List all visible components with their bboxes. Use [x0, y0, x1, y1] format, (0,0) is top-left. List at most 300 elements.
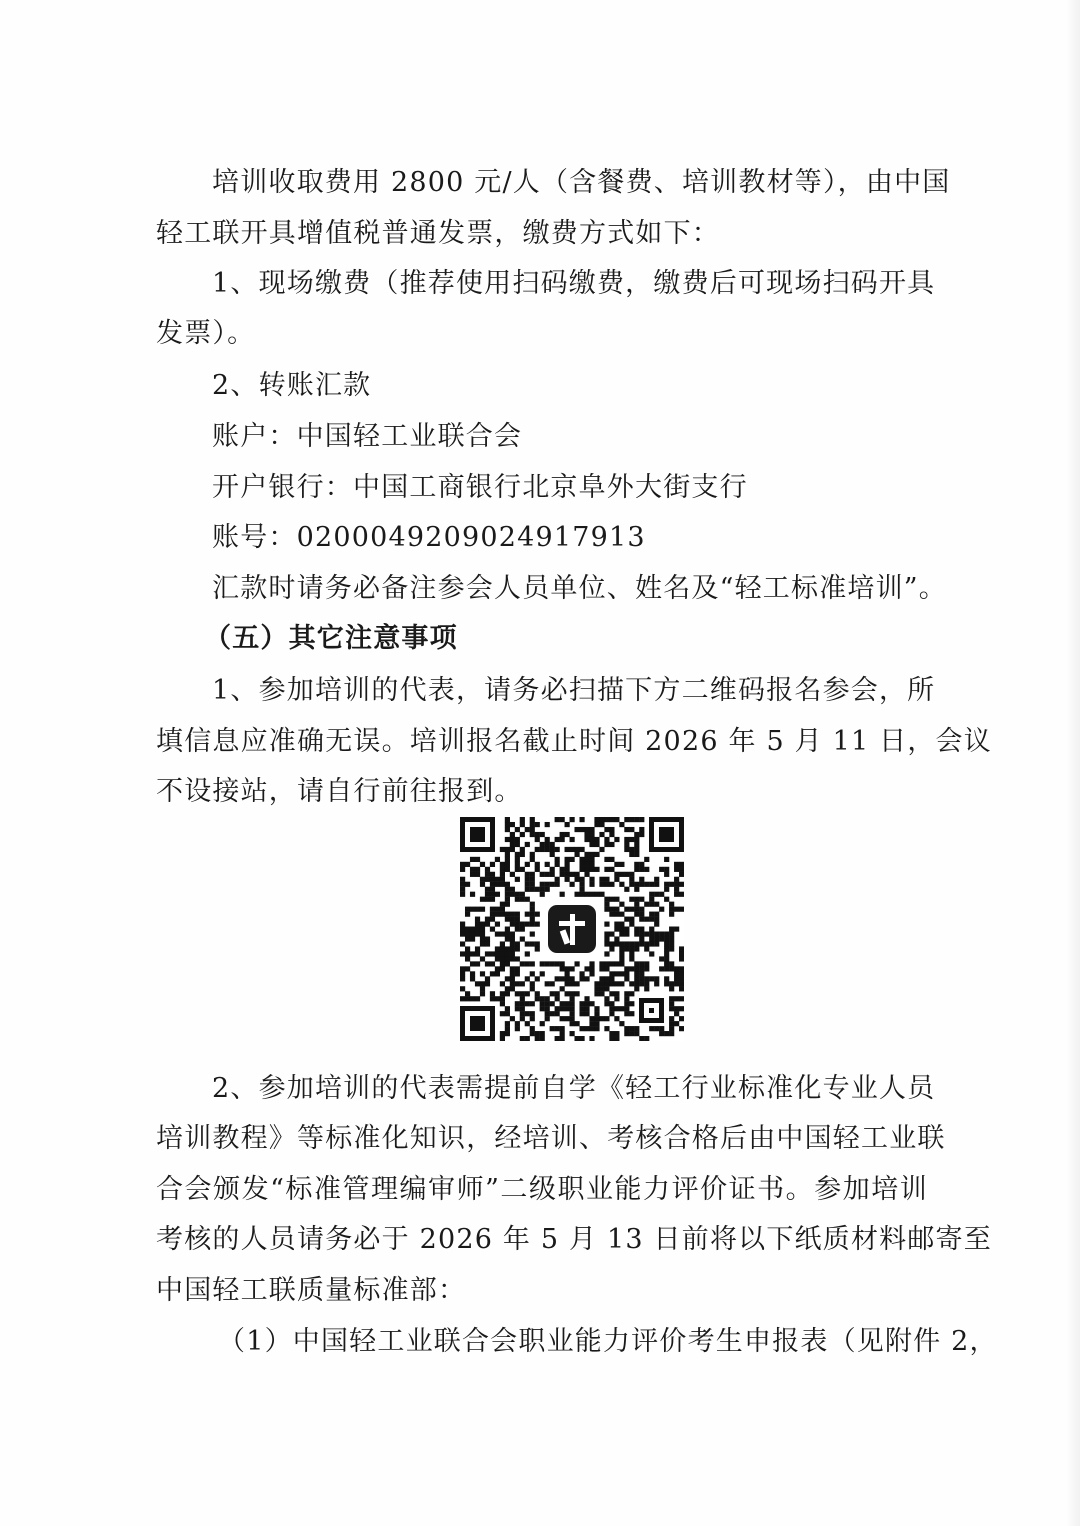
- qr-module: [530, 902, 535, 907]
- qr-module: [520, 922, 525, 927]
- qr-module: [584, 1026, 589, 1031]
- qr-module: [624, 927, 629, 932]
- qr-module: [510, 1016, 515, 1021]
- qr-module: [599, 961, 604, 966]
- qr-module: [510, 922, 515, 927]
- qr-module: [649, 941, 654, 946]
- qr-module: [475, 996, 480, 1001]
- qr-module: [525, 862, 530, 867]
- qr-module: [510, 931, 515, 936]
- qr-module: [545, 822, 550, 827]
- qr-module: [584, 837, 589, 842]
- qr-module: [579, 892, 584, 897]
- qr-module: [515, 1021, 520, 1026]
- qr-module: [570, 991, 575, 996]
- qr-module: [515, 1006, 520, 1011]
- qr-module: [639, 961, 644, 966]
- qr-module: [570, 996, 575, 1001]
- qr-module: [584, 867, 589, 872]
- qr-module: [460, 877, 465, 882]
- qr-module: [679, 872, 684, 877]
- qr-module: [480, 931, 485, 936]
- qr-module: [574, 877, 579, 882]
- qr-module: [579, 857, 584, 862]
- qr-module: [510, 842, 515, 847]
- qr-module: [495, 857, 500, 862]
- qr-module: [525, 961, 530, 966]
- qr-module: [560, 817, 565, 822]
- qr-module: [669, 1001, 674, 1006]
- qr-module: [490, 912, 495, 917]
- qr-module: [629, 1031, 634, 1036]
- qr-module: [609, 971, 614, 976]
- qr-module: [604, 936, 609, 941]
- qr-module: [515, 922, 520, 927]
- qr-module: [614, 862, 619, 867]
- qr-module: [520, 1011, 525, 1016]
- qr-module: [669, 1016, 674, 1021]
- qr-module: [555, 1026, 560, 1031]
- qr-module: [614, 817, 619, 822]
- qr-module: [530, 827, 535, 832]
- qr-module: [609, 1001, 614, 1006]
- qr-module: [460, 927, 465, 932]
- qr-module: [550, 991, 555, 996]
- qr-module: [674, 887, 679, 892]
- materials-item-1: （1）中国轻工业联合会职业能力评价考生申报表（见附件 2，: [218, 1326, 998, 1357]
- qr-module: [604, 817, 609, 822]
- qr-module: [505, 991, 510, 996]
- qr-module: [525, 887, 530, 892]
- qr-module: [634, 837, 639, 842]
- qr-module: [520, 927, 525, 932]
- qr-module: [525, 842, 530, 847]
- qr-module: [634, 927, 639, 932]
- qr-module: [515, 941, 520, 946]
- qr-module: [599, 877, 604, 882]
- qr-module: [545, 1016, 550, 1021]
- qr-module: [649, 1026, 654, 1031]
- qr-module: [574, 981, 579, 986]
- qr-module: [515, 877, 520, 882]
- qr-module: [525, 912, 530, 917]
- qr-module: [570, 1001, 575, 1006]
- qr-module: [629, 1026, 634, 1031]
- registration-note-line-1: 1、参加培训的代表，请务必扫描下方二维码报名参会，所: [212, 675, 936, 706]
- qr-module: [500, 1001, 505, 1006]
- qr-module: [639, 927, 644, 932]
- qr-module: [470, 892, 475, 897]
- qr-module: [629, 922, 634, 927]
- qr-module: [574, 961, 579, 966]
- qr-module: [505, 882, 510, 887]
- qr-module: [510, 887, 515, 892]
- qr-module: [634, 971, 639, 976]
- page-edge-shadow: [1066, 0, 1080, 1526]
- qr-module: [659, 931, 664, 936]
- qr-module: [669, 946, 674, 951]
- qr-module: [634, 912, 639, 917]
- qr-module: [639, 971, 644, 976]
- qr-module: [644, 961, 649, 966]
- qr-module: [565, 872, 570, 877]
- qr-module: [525, 827, 530, 832]
- qr-module: [540, 892, 545, 897]
- qr-module: [505, 867, 510, 872]
- qr-module: [649, 951, 654, 956]
- qr-module: [495, 956, 500, 961]
- qr-module: [565, 867, 570, 872]
- qr-module: [634, 981, 639, 986]
- qr-module: [540, 996, 545, 1001]
- qr-module: [629, 951, 634, 956]
- qr-module: [589, 832, 594, 837]
- qr-module: [505, 862, 510, 867]
- qr-module: [579, 867, 584, 872]
- qr-module: [629, 897, 634, 902]
- qr-module: [649, 897, 654, 902]
- qr-module: [579, 817, 584, 822]
- qr-module: [629, 956, 634, 961]
- qr-module: [594, 991, 599, 996]
- qr-module: [609, 827, 614, 832]
- qr-module: [664, 966, 669, 971]
- qr-module: [510, 832, 515, 837]
- qr-module: [475, 857, 480, 862]
- qr-module: [505, 1031, 510, 1036]
- qr-module: [644, 902, 649, 907]
- qr-module: [460, 986, 465, 991]
- qr-module: [614, 996, 619, 1001]
- qr-module: [574, 1036, 579, 1041]
- qr-module: [604, 951, 609, 956]
- qr-module: [669, 966, 674, 971]
- qr-module: [599, 981, 604, 986]
- qr-module: [515, 857, 520, 862]
- qr-module: [510, 872, 515, 877]
- qr-module: [520, 991, 525, 996]
- qr-module: [604, 877, 609, 882]
- qr-module: [624, 872, 629, 877]
- qr-module: [535, 887, 540, 892]
- qr-module: [634, 1031, 639, 1036]
- qr-module: [619, 951, 624, 956]
- qr-module: [465, 996, 470, 1001]
- qr-module: [480, 956, 485, 961]
- qr-module: [505, 912, 510, 917]
- qr-module: [589, 1001, 594, 1006]
- qr-module: [570, 966, 575, 971]
- qr-module: [579, 847, 584, 852]
- qr-module: [500, 872, 505, 877]
- qr-module: [510, 971, 515, 976]
- qr-module: [490, 927, 495, 932]
- qr-module: [629, 852, 634, 857]
- qr-module: [629, 817, 634, 822]
- qr-module: [674, 996, 679, 1001]
- qr-module: [624, 1026, 629, 1031]
- qr-module: [634, 867, 639, 872]
- qr-module: [664, 857, 669, 862]
- qr-module: [550, 1026, 555, 1031]
- qr-module: [480, 922, 485, 927]
- qr-module: [644, 867, 649, 872]
- qr-module: [520, 936, 525, 941]
- qr-module: [664, 867, 669, 872]
- qr-module: [540, 847, 545, 852]
- qr-module: [654, 981, 659, 986]
- qr-module: [604, 981, 609, 986]
- qr-module: [594, 817, 599, 822]
- qr-module: [530, 887, 535, 892]
- qr-module: [520, 1001, 525, 1006]
- qr-module: [674, 976, 679, 981]
- qr-module: [629, 872, 634, 877]
- qr-module: [520, 897, 525, 902]
- qr-module: [579, 976, 584, 981]
- qr-module: [609, 1006, 614, 1011]
- qr-module: [624, 941, 629, 946]
- qr-module: [530, 1011, 535, 1016]
- qr-module: [669, 1031, 674, 1036]
- qr-module: [634, 961, 639, 966]
- qr-module: [679, 1006, 684, 1011]
- qr-module: [594, 1016, 599, 1021]
- qr-module: [470, 931, 475, 936]
- qr-module: [460, 931, 465, 936]
- qr-module: [614, 897, 619, 902]
- qr-module: [674, 867, 679, 872]
- qr-module: [619, 1006, 624, 1011]
- qr-module: [465, 882, 470, 887]
- qr-module: [639, 931, 644, 936]
- payment-option-transfer: 2、转账汇款: [212, 370, 372, 401]
- qr-module: [465, 951, 470, 956]
- qr-module: [470, 857, 475, 862]
- qr-module: [545, 872, 550, 877]
- qr-module: [530, 917, 535, 922]
- qr-module: [475, 907, 480, 912]
- qr-module: [599, 832, 604, 837]
- qr-module: [669, 902, 674, 907]
- qr-module: [624, 1006, 629, 1011]
- qr-module: [639, 981, 644, 986]
- qr-module: [550, 882, 555, 887]
- qr-module: [565, 1006, 570, 1011]
- qr-module: [495, 922, 500, 927]
- qr-module: [669, 1006, 674, 1011]
- qr-module: [545, 996, 550, 1001]
- qr-module: [555, 991, 560, 996]
- qr-module: [674, 927, 679, 932]
- qr-module: [520, 892, 525, 897]
- qr-module: [679, 862, 684, 867]
- qr-module: [614, 927, 619, 932]
- qr-module: [604, 976, 609, 981]
- qr-module: [619, 882, 624, 887]
- qr-module: [475, 867, 480, 872]
- qr-module: [540, 882, 545, 887]
- qr-module: [485, 976, 490, 981]
- qr-module: [480, 936, 485, 941]
- qr-module: [634, 832, 639, 837]
- qr-module: [639, 832, 644, 837]
- qr-module: [619, 956, 624, 961]
- qr-module: [500, 991, 505, 996]
- qr-module: [500, 966, 505, 971]
- qr-module: [624, 966, 629, 971]
- qr-module: [515, 991, 520, 996]
- qr-module: [545, 847, 550, 852]
- qr-module: [679, 981, 684, 986]
- qr-module: [545, 961, 550, 966]
- qr-module: [614, 936, 619, 941]
- qr-module: [599, 892, 604, 897]
- qr-module: [485, 872, 490, 877]
- qr-module: [614, 1031, 619, 1036]
- qr-module: [639, 882, 644, 887]
- qr-module: [460, 996, 465, 1001]
- qr-module: [589, 862, 594, 867]
- qr-module: [520, 1036, 525, 1041]
- qr-module: [644, 931, 649, 936]
- qr-module: [644, 981, 649, 986]
- qr-module: [579, 1026, 584, 1031]
- qr-module: [609, 842, 614, 847]
- qr-module: [609, 897, 614, 902]
- registration-qr-code-icon[interactable]: [460, 817, 684, 1041]
- qr-module: [470, 927, 475, 932]
- qr-module: [565, 966, 570, 971]
- qr-module: [589, 961, 594, 966]
- qr-module: [515, 867, 520, 872]
- qr-module: [520, 961, 525, 966]
- qr-module: [475, 951, 480, 956]
- qr-module: [584, 827, 589, 832]
- qr-module: [664, 946, 669, 951]
- qr-module: [574, 892, 579, 897]
- qr-module: [535, 946, 540, 951]
- qr-module: [460, 867, 465, 872]
- qr-module: [510, 837, 515, 842]
- qr-module: [495, 892, 500, 897]
- qr-module: [530, 872, 535, 877]
- qr-module: [599, 882, 604, 887]
- qr-module: [669, 927, 674, 932]
- qr-module: [679, 986, 684, 991]
- qr-module: [555, 1011, 560, 1016]
- qr-module: [525, 872, 530, 877]
- qr-module: [515, 927, 520, 932]
- qr-module: [679, 946, 684, 951]
- qr-module: [619, 981, 624, 986]
- qr-module: [634, 946, 639, 951]
- qr-module: [624, 971, 629, 976]
- qr-module: [614, 971, 619, 976]
- qr-module: [510, 936, 515, 941]
- qr-module: [579, 887, 584, 892]
- qr-module: [500, 946, 505, 951]
- qr-module: [530, 1016, 535, 1021]
- qr-module: [654, 922, 659, 927]
- qr-module: [589, 857, 594, 862]
- qr-module: [624, 1001, 629, 1006]
- qr-module: [589, 1036, 594, 1041]
- qr-module: [495, 971, 500, 976]
- qr-module: [570, 872, 575, 877]
- qr-module: [649, 931, 654, 936]
- qr-module: [594, 892, 599, 897]
- qr-module: [634, 862, 639, 867]
- qr-module: [495, 951, 500, 956]
- qr-module: [584, 1011, 589, 1016]
- qr-module: [560, 872, 565, 877]
- qr-module: [654, 917, 659, 922]
- qr-module: [530, 857, 535, 862]
- qr-module: [664, 976, 669, 981]
- qr-module: [644, 986, 649, 991]
- qr-module: [664, 981, 669, 986]
- qr-module: [535, 847, 540, 852]
- qr-module: [535, 867, 540, 872]
- qr-module: [624, 996, 629, 1001]
- qr-module: [570, 837, 575, 842]
- qr-module: [555, 857, 560, 862]
- qr-module: [629, 827, 634, 832]
- qr-module: [565, 981, 570, 986]
- qr-module: [624, 917, 629, 922]
- qr-module: [584, 862, 589, 867]
- qr-module: [520, 847, 525, 852]
- qr-module: [594, 986, 599, 991]
- qr-module: [634, 941, 639, 946]
- qr-module: [659, 907, 664, 912]
- qr-module: [550, 872, 555, 877]
- qr-module: [470, 936, 475, 941]
- qr-module: [500, 907, 505, 912]
- qr-module: [609, 1011, 614, 1016]
- qr-module: [669, 1021, 674, 1026]
- qr-module: [565, 857, 570, 862]
- qr-module: [664, 941, 669, 946]
- qr-module: [535, 862, 540, 867]
- qr-module: [505, 931, 510, 936]
- qr-module: [550, 981, 555, 986]
- bank-account-number: 账号：0200049209024917913: [212, 522, 646, 553]
- qr-module: [659, 1026, 664, 1031]
- qr-module: [634, 847, 639, 852]
- qr-module: [525, 922, 530, 927]
- qr-module: [614, 991, 619, 996]
- qr-module: [570, 817, 575, 822]
- qr-module: [624, 887, 629, 892]
- qr-module: [480, 897, 485, 902]
- qr-module: [555, 837, 560, 842]
- qr-module: [485, 941, 490, 946]
- qr-module: [589, 867, 594, 872]
- qr-module: [520, 832, 525, 837]
- qr-module: [525, 882, 530, 887]
- qr-module: [560, 837, 565, 842]
- qr-module: [594, 1011, 599, 1016]
- qr-module: [545, 1006, 550, 1011]
- qr-module: [609, 1036, 614, 1041]
- qr-module: [555, 996, 560, 1001]
- qr-module: [634, 852, 639, 857]
- qr-module: [624, 946, 629, 951]
- qr-module: [679, 971, 684, 976]
- qr-module: [639, 897, 644, 902]
